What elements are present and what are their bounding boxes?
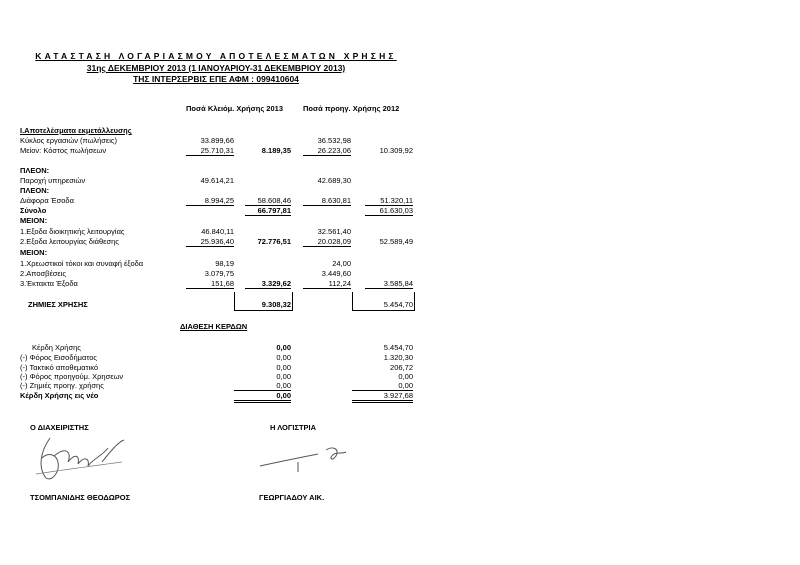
gross-2012: 10.309,92	[379, 146, 413, 155]
accountant-signature	[258, 444, 358, 476]
manager-signature	[32, 432, 142, 484]
other-income-label: Διάφορα Έσοδα	[20, 196, 74, 205]
other-income-sum-2012: 51.320,11	[365, 196, 413, 206]
services-2013: 49.614,21	[200, 176, 234, 185]
dist-row-2012: 0,00	[352, 381, 413, 391]
dist-row-2012: 5.454,70	[383, 343, 413, 352]
other-income-2012: 8.630,81	[303, 196, 351, 206]
extraordinary-2012: 112,24	[303, 279, 351, 289]
minus-label-1: ΜΕΙΟΝ:	[20, 216, 48, 225]
column-header-2012: Ποσά προηγ. Χρήσης 2012	[303, 104, 400, 113]
admin-expenses-label: 1.Εξοδα διοικητικής λειτουργίας	[20, 227, 125, 236]
section-title: Ι.Αποτελέσματα εκμετάλλευσης	[20, 126, 132, 135]
company-name: ΤΗΣ ΙΝΤΕΡΣΕΡΒΙΣ ΕΠΕ ΑΦΜ : 099410604	[133, 74, 299, 84]
cost-label: Μείον: Κόστος πωλήσεων	[20, 146, 107, 155]
dist-row-2013: 0,00	[276, 353, 291, 362]
services-label: Παροχή υπηρεσιών	[20, 176, 86, 185]
dist-row-label: (-) Φόρος Εισοδήματος	[20, 353, 97, 362]
loss-2013: 9.308,32	[261, 300, 291, 309]
dist-row-label: (-) Ζημιές προηγ. χρήσης	[20, 381, 104, 390]
interest-2013: 98,19	[215, 259, 234, 268]
dist-row-2013: 0,00	[276, 363, 291, 372]
extraordinary-2013: 151,68	[186, 279, 234, 289]
accountant-title: Η ΛΟΓΙΣΤΡΙΑ	[270, 423, 317, 432]
distribution-expenses-label: 2.Εξοδα λειτουργίας διάθεσης	[20, 237, 119, 246]
admin-expenses-2013: 46.840,11	[201, 227, 234, 236]
dist-row-2012: 0,00	[398, 372, 413, 381]
other-income-2013: 8.994,25	[186, 196, 234, 206]
dist-row-label: (-) Φόρος προηγούμ. Χρησεων	[20, 372, 124, 381]
distribution-expenses-2013: 25.936,40	[186, 237, 234, 247]
plus-label-2: ΠΛΕΟΝ:	[20, 186, 50, 195]
final-profit-label: Κέρδη Χρήσης εις νέο	[20, 391, 99, 400]
report-period: 31ης ΔΕΚΕΜΒΡΙΟΥ 2013 (1 ΙΑΝΟΥΑΡΙΟΥ-31 ΔΕΚΕΜΒΡΙΟΥ 2013)	[86, 63, 346, 73]
dist-row-2013: 0,00	[234, 381, 291, 391]
distribution-expenses-sum-2013: 72.776,51	[257, 237, 291, 246]
total-label: Σύνολο	[20, 206, 47, 215]
plus-label-1: ΠΛΕΟΝ:	[20, 166, 50, 175]
services-2012: 42.689,30	[317, 176, 351, 185]
dist-row-2012: 1.320,30	[383, 353, 413, 362]
distribution-expenses-2012: 20.028,09	[303, 237, 351, 247]
depreciation-2012: 3.449,60	[321, 269, 351, 278]
dist-row-label: (-) Τακτικό αποθεματικό	[20, 363, 99, 372]
interest-2012: 24,00	[332, 259, 351, 268]
gross-2013: 8.189,35	[261, 146, 291, 155]
other-income-sum-2013: 58.608,46	[245, 196, 291, 206]
depreciation-label: 2.Αποσβέσεις	[20, 269, 67, 278]
cost-2013: 25.710,31	[186, 146, 234, 156]
depreciation-2013: 3.079,75	[204, 269, 234, 278]
dist-row-2013: 0,00	[276, 372, 291, 381]
distribution-expenses-sum-2012: 52.589,49	[379, 237, 413, 246]
admin-expenses-2012: 32.561,40	[317, 227, 351, 236]
total-2012: 61.630,03	[365, 206, 413, 216]
minus-label-2: ΜΕΙΟΝ:	[20, 248, 48, 257]
loss-label: ΖΗΜΙΕΣ ΧΡΗΣΗΣ	[28, 300, 88, 309]
total-2013: 66.797,81	[245, 206, 291, 216]
dist-row-label: Κέρδη Χρήσης	[32, 343, 81, 352]
cost-2012: 26.223,06	[303, 146, 351, 156]
extraordinary-label: 3.Έκτακτα Έξοδα	[20, 279, 78, 288]
manager-name: ΤΣΟΜΠΑΝΙΔΗΣ ΘΕΟΔΩΡΟΣ	[30, 493, 131, 502]
final-profit-2012: 3.927,68	[352, 391, 413, 403]
turnover-label: Κύκλος εργασιών (πωλήσεις)	[20, 136, 117, 145]
accountant-name: ΓΕΩΡΓΙΑΔΟΥ ΑΙΚ.	[259, 493, 325, 502]
dist-row-2012: 206,72	[390, 363, 413, 372]
distribution-title: ΔΙΑΘΕΣΗ ΚΕΡΔΩΝ	[180, 322, 248, 331]
column-header-2013: Ποσά Κλειόμ. Χρήσης 2013	[186, 104, 283, 113]
turnover-2013: 33.899,66	[200, 136, 234, 145]
turnover-2012: 36.532,98	[317, 136, 351, 145]
loss-2012: 5.454,70	[383, 300, 413, 309]
interest-label: 1.Χρεωστικοί τόκοι και συναφή έξοδα	[20, 259, 144, 268]
final-profit-2013: 0,00	[234, 391, 291, 403]
extraordinary-sum-2012: 3.585,84	[365, 279, 413, 289]
dist-row-2013: 0,00	[276, 343, 291, 352]
manager-title: Ο ΔΙΑΧΕΙΡΙΣΤΗΣ	[30, 423, 89, 432]
extraordinary-sum-2013: 3.329,62	[245, 279, 291, 289]
report-title: ΚΑΤΑΣΤΑΣΗ ΛΟΓΑΡΙΑΣΜΟΥ ΑΠΟΤΕΛΕΣΜΑΤΩΝ ΧΡΗΣΗΣ	[35, 51, 397, 61]
